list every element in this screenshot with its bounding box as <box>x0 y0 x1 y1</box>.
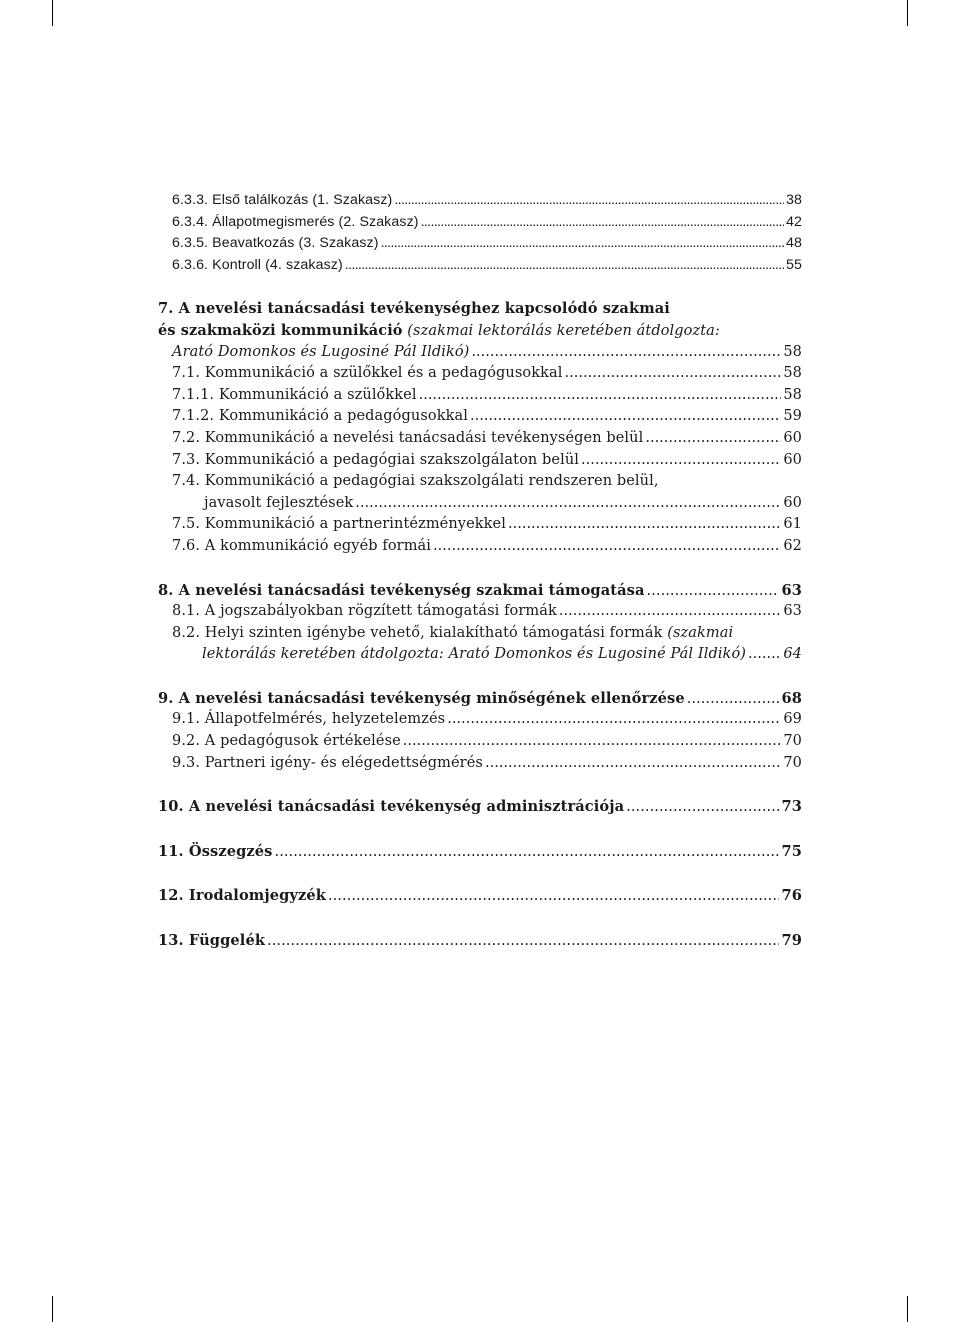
toc-title: Kontroll (4. szakasz) <box>212 256 343 273</box>
dot-leader <box>355 493 781 515</box>
toc-entry-6-3-4[interactable] <box>172 212 802 234</box>
toc-line <box>158 320 802 342</box>
toc-entry-6-3-6[interactable] <box>172 255 802 277</box>
toc-number: 7.1. <box>172 365 201 382</box>
dot-leader <box>748 644 781 666</box>
toc-page: 58 <box>783 386 802 403</box>
dot-leader <box>328 885 780 907</box>
toc-line <box>204 493 802 515</box>
toc-page: 68 <box>781 689 802 707</box>
toc-page: 69 <box>783 711 802 728</box>
toc-number: 9.3. <box>172 754 201 771</box>
crop-mark-top-right <box>907 0 908 26</box>
toc-page: 55 <box>786 256 802 273</box>
toc-number: 7.3. <box>172 451 201 468</box>
toc-title: Kommunikáció a szülőkkel <box>218 386 417 403</box>
toc-number: 6.3.4. <box>172 213 209 230</box>
toc-page: 62 <box>783 537 802 554</box>
toc-entry-7-4[interactable] <box>172 471 802 514</box>
table-of-contents <box>158 190 802 952</box>
toc-number: 8.2. <box>172 624 201 641</box>
toc-title: Irodalomjegyzék <box>188 887 326 905</box>
toc-page: 60 <box>783 494 802 511</box>
toc-title: A nevelési tanácsadási tevékenység minőségének ellenőrzése <box>178 689 685 707</box>
toc-number: 7. <box>158 300 174 318</box>
toc-title: Kommunikáció a pedagógiai szakszolgálaton belül <box>204 451 580 468</box>
dot-leader <box>687 688 780 710</box>
dot-leader <box>267 930 779 952</box>
toc-page: 60 <box>783 451 802 468</box>
toc-title: Partneri igény- és elégedettségmérés <box>204 754 483 771</box>
toc-page: 79 <box>781 932 802 950</box>
toc-number: 7.4. <box>172 473 201 490</box>
toc-title: Kommunikáció a pedagógiai szakszolgálati rendszeren belül, <box>204 473 659 490</box>
toc-page: 60 <box>783 429 802 446</box>
toc-title: Állapotmegismerés (2. Szakasz) <box>212 213 419 230</box>
dot-leader <box>565 363 782 385</box>
toc-page: 70 <box>783 733 802 750</box>
toc-line <box>172 471 802 493</box>
dot-leader <box>647 580 780 602</box>
toc-number: 9.2. <box>172 733 201 750</box>
toc-entry-8-2[interactable] <box>172 623 802 666</box>
dot-leader <box>433 536 781 558</box>
toc-title-italic: (szakmai <box>667 624 734 641</box>
toc-title: A nevelési tanácsadási tevékenységhez kapcsolódó szakmai <box>178 300 670 318</box>
toc-entry-7-5[interactable] <box>172 514 802 536</box>
toc-title: Összegzés <box>188 842 273 860</box>
toc-title: Kommunikáció a nevelési tanácsadási tevékenységen belül <box>204 429 644 446</box>
toc-entry-8-1[interactable] <box>172 601 802 623</box>
toc-title: javasolt fejlesztések <box>204 494 354 511</box>
toc-entry-9[interactable] <box>158 688 802 710</box>
toc-entry-7-2[interactable] <box>172 428 802 450</box>
toc-line <box>172 342 802 364</box>
toc-entry-6-3-5[interactable] <box>172 233 802 255</box>
crop-mark-bottom-left <box>52 1296 53 1322</box>
dot-leader <box>559 601 781 623</box>
dot-leader <box>345 255 784 277</box>
toc-title-italic: Arató Domonkos és Lugosiné Pál Ildikó) <box>172 343 470 360</box>
toc-entry-7-3[interactable] <box>172 450 802 472</box>
toc-number: 6.3.5. <box>172 235 209 252</box>
toc-page: 58 <box>783 343 802 360</box>
toc-number: 13. <box>158 932 184 950</box>
toc-title: Első találkozás (1. Szakasz) <box>212 192 393 208</box>
toc-title: Kommunikáció a pedagógusokkal <box>218 408 468 425</box>
toc-title-italic: lektorálás keretében átdolgozta: Arató Domonkos és Lugosiné Pál Ildikó) <box>202 646 747 663</box>
toc-entry-12[interactable] <box>158 885 802 907</box>
toc-entry-11[interactable] <box>158 841 802 863</box>
toc-line <box>172 623 802 645</box>
toc-page: 59 <box>783 408 802 425</box>
toc-entry-8[interactable] <box>158 580 802 602</box>
toc-page: 63 <box>781 581 802 599</box>
toc-entry-9-2[interactable] <box>172 731 802 753</box>
toc-entry-9-1[interactable] <box>172 709 802 731</box>
toc-page: 76 <box>781 887 802 905</box>
toc-number: 6.3.6. <box>172 256 209 273</box>
toc-number: 7.6. <box>172 537 201 554</box>
toc-page: 42 <box>786 213 802 230</box>
toc-title: Helyi szinten igénybe vehető, kialakítható támogatási formák <box>204 624 663 641</box>
toc-number: 7.5. <box>172 516 201 533</box>
toc-title-italic: (szakmai lektorálás keretében átdolgozta: <box>407 322 720 339</box>
toc-number: 8. <box>158 581 174 599</box>
toc-page: 63 <box>783 603 802 620</box>
toc-entry-13[interactable] <box>158 930 802 952</box>
toc-number: 8.1. <box>172 603 201 620</box>
toc-page: 61 <box>783 516 802 533</box>
toc-number: 10. <box>158 798 184 816</box>
dot-leader <box>419 385 782 407</box>
toc-number: 9.1. <box>172 711 201 728</box>
toc-entry-7-1-1[interactable] <box>172 385 802 407</box>
dot-leader <box>447 709 781 731</box>
dot-leader <box>508 514 781 536</box>
crop-mark-bottom-right <box>907 1296 908 1322</box>
toc-entry-10[interactable] <box>158 796 802 818</box>
toc-number: 11. <box>158 842 184 860</box>
dot-leader <box>470 406 781 428</box>
dot-leader <box>581 450 781 472</box>
toc-entry-9-3[interactable] <box>172 753 802 775</box>
dot-leader <box>645 428 781 450</box>
dot-leader <box>403 731 782 753</box>
crop-mark-top-left <box>52 0 53 26</box>
dot-leader <box>381 233 784 255</box>
toc-title: A kommunikáció egyéb formái <box>204 537 432 554</box>
toc-title: Beavatkozás (3. Szakasz) <box>212 235 379 252</box>
toc-title: A nevelési tanácsadási tevékenység adminisztrációja <box>188 798 625 816</box>
toc-title: Kommunikáció a szülőkkel és a pedagógusokkal <box>204 365 563 382</box>
dot-leader <box>471 342 781 364</box>
toc-entry-7-1-2[interactable] <box>172 406 802 428</box>
toc-entry-7-1[interactable] <box>172 363 802 385</box>
toc-line <box>202 644 802 666</box>
toc-title: és szakmaközi kommunikáció <box>158 321 403 339</box>
toc-number: 6.3.3. <box>172 192 209 208</box>
dot-leader <box>626 796 779 818</box>
toc-number: 7.1.1. <box>172 386 215 403</box>
dot-leader <box>394 190 784 212</box>
dot-leader <box>275 841 780 863</box>
toc-page: 58 <box>783 365 802 382</box>
toc-title: Kommunikáció a partnerintézményekkel <box>204 516 506 533</box>
toc-number: 9. <box>158 689 174 707</box>
toc-number: 7.2. <box>172 429 201 446</box>
toc-page: 70 <box>783 754 802 771</box>
toc-line <box>158 298 802 320</box>
toc-title: A jogszabályokban rögzített támogatási formák <box>204 603 557 620</box>
toc-page: 38 <box>786 192 802 208</box>
toc-title: A pedagógusok értékelése <box>204 733 401 750</box>
toc-page: 48 <box>786 235 802 252</box>
dot-leader <box>421 212 784 234</box>
toc-page: 64 <box>783 646 802 663</box>
toc-title: Függelék <box>188 932 266 950</box>
toc-page: 73 <box>781 798 802 816</box>
toc-title: A nevelési tanácsadási tevékenység szakmai támogatása <box>178 581 645 599</box>
toc-entry-6-3-3[interactable] <box>172 190 802 212</box>
toc-entry-7[interactable] <box>158 298 802 363</box>
toc-number: 7.1.2. <box>172 408 215 425</box>
dot-leader <box>485 753 781 775</box>
toc-page: 75 <box>781 842 802 860</box>
toc-title: Állapotfelmérés, helyzetelemzés <box>204 711 446 728</box>
toc-number: 12. <box>158 887 184 905</box>
toc-entry-7-6[interactable] <box>172 536 802 558</box>
